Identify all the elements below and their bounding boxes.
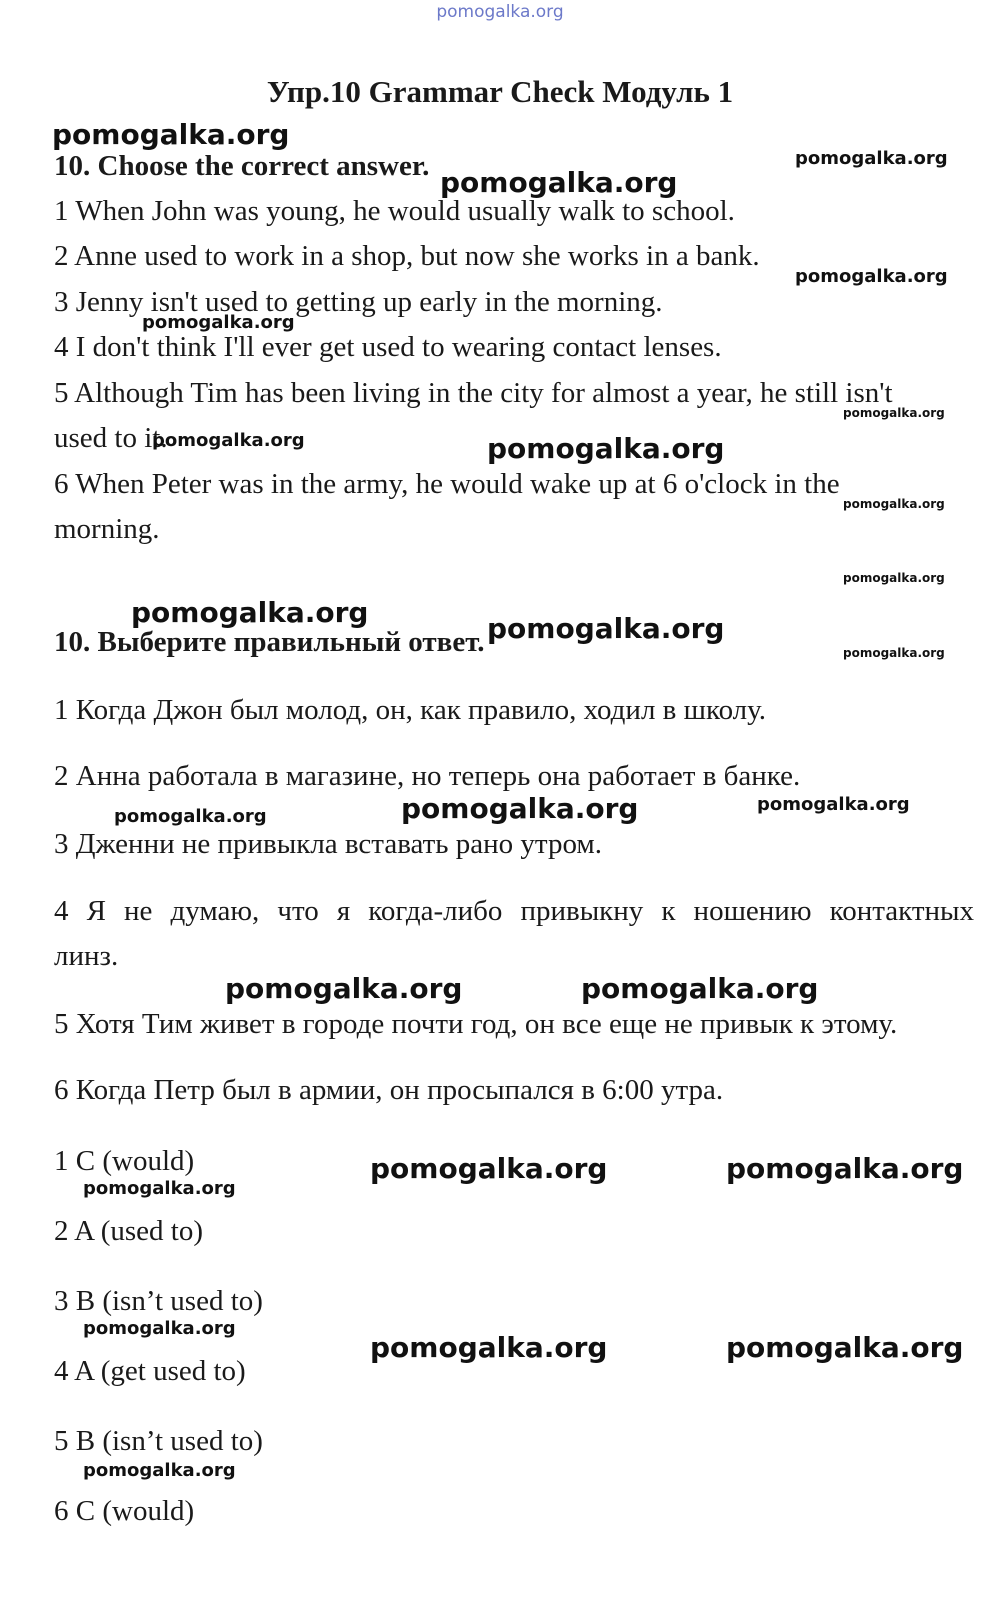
watermark: pomogalka.org <box>142 312 295 333</box>
russian-item-3: 3 Дженни не привыкла вставать рано утром. <box>54 828 602 860</box>
english-item-5-cont: used to it. <box>54 422 168 454</box>
english-item-3: 3 Jenny isn't used to getting up early in the morning. <box>54 286 663 318</box>
russian-heading: 10. Выберите правильный ответ. <box>54 626 485 658</box>
watermark: pomogalka.org <box>726 1152 964 1185</box>
answer-6: 6 C (would) <box>54 1495 195 1527</box>
watermark: pomogalka.org <box>225 972 463 1005</box>
watermark: pomogalka.org <box>114 806 267 827</box>
answer-5: 5 B (isn’t used to) <box>54 1425 263 1457</box>
watermark: pomogalka.org <box>370 1331 608 1364</box>
watermark: pomogalka.org <box>152 430 305 451</box>
watermark: pomogalka.org <box>83 1318 236 1339</box>
russian-item-4-cont: линз. <box>54 940 119 972</box>
russian-item-1: 1 Когда Джон был молод, он, как правило, ходил в школу. <box>54 694 767 726</box>
answer-2: 2 A (used to) <box>54 1215 204 1247</box>
watermark: pomogalka.org <box>726 1331 964 1364</box>
watermark: pomogalka.org <box>757 794 910 815</box>
russian-item-6: 6 Когда Петр был в армии, он просыпался в 6:00 утра. <box>54 1074 724 1106</box>
watermark: pomogalka.org <box>843 646 945 660</box>
watermark: pomogalka.org <box>581 972 819 1005</box>
watermark: pomogalka.org <box>52 118 290 151</box>
english-item-1: 1 When John was young, he would usually walk to school. <box>54 195 735 227</box>
english-item-6: 6 When Peter was in the army, he would wake up at 6 o'clock in the <box>54 468 840 500</box>
answer-4: 4 A (get used to) <box>54 1355 246 1387</box>
watermark: pomogalka.org <box>131 596 369 629</box>
watermark: pomogalka.org <box>370 1152 608 1185</box>
watermark: pomogalka.org <box>83 1460 236 1481</box>
watermark: pomogalka.org <box>487 612 725 645</box>
watermark: pomogalka.org <box>795 266 948 287</box>
page-title: Упр.10 Grammar Check Модуль 1 <box>266 74 734 109</box>
english-item-2: 2 Anne used to work in a shop, but now she works in a bank. <box>54 240 760 272</box>
english-heading: 10. Choose the correct answer. <box>54 150 430 182</box>
watermark: pomogalka.org <box>83 1178 236 1199</box>
watermark: pomogalka.org <box>401 792 639 825</box>
watermark: pomogalka.org <box>487 432 725 465</box>
russian-item-2: 2 Анна работала в магазине, но теперь она работает в банке. <box>54 760 801 792</box>
site-link[interactable]: pomogalka.org <box>436 2 564 22</box>
english-item-5: 5 Although Tim has been living in the city for almost a year, he still isn't <box>54 377 893 409</box>
watermark: pomogalka.org <box>843 571 945 585</box>
english-item-4: 4 I don't think I'll ever get used to wearing contact lenses. <box>54 331 722 363</box>
answer-1: 1 C (would) <box>54 1145 195 1177</box>
watermark: pomogalka.org <box>843 497 945 511</box>
watermark: pomogalka.org <box>440 166 678 199</box>
watermark: pomogalka.org <box>795 148 948 169</box>
answer-3: 3 B (isn’t used to) <box>54 1285 263 1317</box>
russian-item-4: 4 Я не думаю, что я когда-либо привыкну к ношению контактных <box>54 895 974 927</box>
english-item-6-cont: morning. <box>54 513 160 545</box>
watermark: pomogalka.org <box>843 406 945 420</box>
russian-item-5: 5 Хотя Тим живет в городе почти год, он все еще не привык к этому. <box>54 1008 898 1040</box>
